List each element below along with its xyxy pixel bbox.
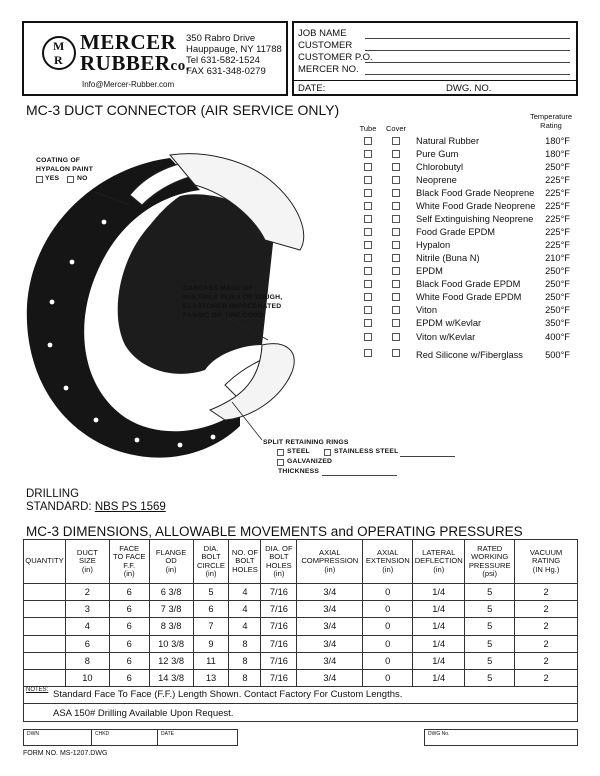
- dwn-label: DWN: [27, 731, 39, 737]
- rings-thickness-field[interactable]: [322, 475, 397, 476]
- table-cell: 5: [465, 652, 515, 669]
- column-header-line: (in): [433, 564, 445, 574]
- rings-stainless-checkbox[interactable]: [324, 449, 331, 456]
- material-temp: 250°F: [545, 162, 570, 172]
- table-cell: 5: [465, 618, 515, 635]
- material-name: Viton w/Kevlar: [416, 332, 476, 342]
- cover-column-header: Cover: [385, 124, 406, 133]
- material-name: Black Food Grade Neoprene: [416, 188, 535, 198]
- material-temp: 250°F: [545, 266, 570, 276]
- column-header-line: COMPRESSION: [301, 556, 359, 566]
- material-name: Nitrile (Buna N): [416, 253, 480, 263]
- table-cell: 2: [515, 652, 578, 669]
- drilling-standard-label: STANDARD:: [26, 501, 92, 513]
- column-header-line: (psi): [482, 568, 498, 578]
- table-cell: 7/16: [261, 618, 297, 635]
- table-cell: 6: [109, 584, 149, 601]
- material-name: EPDM: [416, 266, 443, 276]
- notes-divider: [24, 703, 577, 704]
- column-header-line: NO. OF: [231, 547, 259, 557]
- front-ring-right: [210, 344, 294, 420]
- table-cell: 5: [193, 584, 229, 601]
- logo-letter-m: M: [53, 39, 65, 53]
- rings-callout-title: SPLIT RETAINING RINGS: [263, 439, 349, 446]
- column-header-line: WORKING: [471, 552, 509, 562]
- carcass-callout-line4: FABRIC OR TIRE CORD: [183, 312, 264, 319]
- company-name-suffix: co.: [170, 58, 190, 74]
- table-cell: 7/16: [261, 652, 297, 669]
- material-name: Pure Gum: [416, 149, 459, 159]
- dimensions-title: MC-3 DIMENSIONS, ALLOWABLE MOVEMENTS and OPERATING PRESSURES: [26, 524, 523, 539]
- table-cell: 13: [193, 669, 229, 686]
- table-cell: 7/16: [261, 584, 297, 601]
- carcass-callout-line1: CARCASS MADE OF: [183, 285, 253, 292]
- column-header: [65, 540, 109, 584]
- table-cell: 6: [65, 635, 109, 652]
- job-name-label: JOB NAME: [298, 28, 347, 39]
- column-header-line: OD: [165, 556, 177, 566]
- table-cell: 2: [65, 584, 109, 601]
- table-cell: 4: [65, 618, 109, 635]
- table-row: [24, 652, 578, 669]
- table-cell: 8 3/8: [149, 618, 193, 635]
- material-name: Viton: [416, 305, 438, 315]
- column-header: [465, 540, 515, 584]
- column-header-line: (in): [273, 568, 285, 578]
- material-temp: 225°F: [545, 188, 570, 198]
- company-name-rubber: RUBBER: [80, 51, 171, 75]
- material-temp: 225°F: [545, 175, 570, 185]
- column-header: [515, 540, 578, 584]
- table-cell: 14 3/8: [149, 669, 193, 686]
- footer-dwg-box: [424, 729, 578, 746]
- table-cell: 6: [109, 669, 149, 686]
- column-header-line: BOLT: [269, 552, 289, 562]
- column-header: [193, 540, 229, 584]
- column-header-line: (in): [205, 568, 217, 578]
- table-cell: 4: [229, 618, 261, 635]
- column-header-line: (IN Hg.): [532, 564, 560, 574]
- material-temp: 225°F: [545, 214, 570, 224]
- column-header-line: (in): [165, 564, 177, 574]
- approval-box: [23, 729, 238, 746]
- dimensions-table: [23, 539, 578, 687]
- rings-steel-label: STEEL: [287, 448, 310, 455]
- column-header-line: HOLES: [232, 564, 258, 574]
- column-header-line: AXIAL: [319, 547, 341, 557]
- coating-callout-line1: COATING OF: [36, 157, 81, 164]
- table-cell: 1/4: [413, 584, 465, 601]
- column-header-line: SIZE: [78, 556, 96, 566]
- table-cell: 2: [515, 669, 578, 686]
- tube-column-header: Tube: [359, 124, 377, 133]
- table-cell: 5: [465, 584, 515, 601]
- material-temp: 500°F: [545, 350, 570, 360]
- quantity-cell[interactable]: [24, 635, 66, 652]
- table-row: [24, 618, 578, 635]
- material-name: Self Extinguishing Neoprene: [416, 214, 534, 224]
- table-cell: 9: [193, 635, 229, 652]
- customer-label: CUSTOMER: [298, 40, 353, 51]
- table-cell: 8: [65, 652, 109, 669]
- table-cell: 1/4: [413, 601, 465, 618]
- table-cell: 5: [465, 669, 515, 686]
- table-cell: 5: [465, 635, 515, 652]
- table-cell: 3/4: [297, 652, 363, 669]
- table-cell: 1/4: [413, 618, 465, 635]
- rings-galvanized-checkbox[interactable]: [277, 459, 284, 466]
- column-header: [363, 540, 413, 584]
- company-email: Info@Mercer-Rubber.com: [82, 80, 175, 89]
- table-cell: 6: [109, 618, 149, 635]
- carcass-callout-line2: MULTIPLE PLIES OF TOUGH,: [183, 294, 283, 301]
- approval-divider-1: [91, 730, 92, 745]
- rings-galvanized-label: GALVANIZED: [287, 458, 333, 465]
- material-temp: 250°F: [545, 292, 570, 302]
- column-header-line: QUANTITY: [25, 556, 64, 566]
- table-cell: 3/4: [297, 618, 363, 635]
- quantity-cell[interactable]: [24, 669, 66, 686]
- column-header-line: BOLT: [201, 552, 221, 562]
- table-cell: 7/16: [261, 669, 297, 686]
- approval-divider-2: [157, 730, 158, 745]
- column-header-line: BOLT: [235, 556, 255, 566]
- form-number: FORM NO. MS-1207.DWG: [23, 750, 108, 757]
- material-temp: 250°F: [545, 305, 570, 315]
- column-header-line: FACE: [119, 543, 140, 553]
- table-cell: 0: [363, 652, 413, 669]
- company-address-2: Hauppauge, NY 11788: [186, 44, 282, 55]
- table-cell: 0: [363, 669, 413, 686]
- material-name: Chlorobutyl: [416, 162, 464, 172]
- customer-po-label: CUSTOMER P.O.: [298, 52, 373, 63]
- material-temp: 210°F: [545, 253, 570, 263]
- table-cell: 7 3/8: [149, 601, 193, 618]
- column-header-line: (in): [324, 564, 336, 574]
- table-cell: 3: [65, 601, 109, 618]
- table-cell: 7/16: [261, 601, 297, 618]
- material-temp: 180°F: [545, 136, 570, 146]
- table-cell: 2: [515, 601, 578, 618]
- material-temp: 225°F: [545, 201, 570, 211]
- column-header-line: EXTENSION: [365, 556, 410, 566]
- column-header-line: FLANGE: [155, 547, 187, 557]
- carcass-callout-line3: ELASTOMER IMPREGNATED: [183, 303, 282, 310]
- rings-thickness-label: THICKNESS: [278, 468, 320, 475]
- table-cell: 7: [193, 618, 229, 635]
- notes-line1: Standard Face To Face (F.F.) Length Shown. Contact Factory For Custom Lengths.: [53, 689, 403, 700]
- material-name: Black Food Grade EPDM: [416, 279, 521, 289]
- table-cell: 12 3/8: [149, 652, 193, 669]
- column-header: [149, 540, 193, 584]
- material-name: Red Silicone w/Fiberglass: [416, 350, 523, 360]
- column-header-line: DEFLECTION: [414, 556, 463, 566]
- table-cell: 10 3/8: [149, 635, 193, 652]
- material-name: Food Grade EPDM: [416, 227, 496, 237]
- table-cell: 3/4: [297, 601, 363, 618]
- table-cell: 1/4: [413, 669, 465, 686]
- rings-stainless-label: STAINLESS STEEL: [334, 448, 399, 455]
- drilling-standard: [26, 501, 166, 513]
- column-header-line: DIA.: [203, 543, 219, 553]
- dwg-no-label: DWG. NO.: [446, 83, 492, 94]
- table-cell: 4: [229, 584, 261, 601]
- material-temp: 225°F: [545, 240, 570, 250]
- column-header-line: LATERAL: [422, 547, 456, 557]
- company-name-line1: MERCER: [80, 30, 177, 54]
- drilling-label: DRILLING: [26, 488, 80, 500]
- mercer-no-label: MERCER NO.: [298, 64, 359, 75]
- column-header-line: PRESSURE: [468, 560, 511, 570]
- temperature-header-line1: Temperature: [529, 112, 573, 121]
- coating-yes-checkbox[interactable]: [36, 176, 43, 183]
- column-header-line: F.F.: [123, 560, 136, 570]
- material-name: Hypalon: [416, 240, 451, 250]
- table-header-row: [24, 540, 578, 584]
- material-temp: 180°F: [545, 149, 570, 159]
- table-cell: 8: [229, 635, 261, 652]
- table-cell: 2: [515, 635, 578, 652]
- company-phone: Tel 631-582-1524: [186, 55, 260, 66]
- company-fax: FAX 631-348-0279: [186, 66, 266, 77]
- table-cell: 1/4: [413, 652, 465, 669]
- coating-yes-label: YES: [45, 175, 60, 182]
- table-cell: 7/16: [261, 635, 297, 652]
- table-cell: 4: [229, 601, 261, 618]
- coating-callout-line2: HYPALON PAINT: [36, 166, 94, 173]
- column-header-line: (in): [382, 564, 394, 574]
- column-header-line: AXIAL: [377, 547, 399, 557]
- quantity-cell[interactable]: [24, 601, 66, 618]
- table-cell: 8: [229, 652, 261, 669]
- table-cell: 0: [363, 635, 413, 652]
- notes-label: NOTES:: [26, 687, 49, 693]
- column-header: [261, 540, 297, 584]
- material-name: White Food Grade EPDM: [416, 292, 522, 302]
- material-name: Natural Rubber: [416, 136, 480, 146]
- column-header-line: TO FACE: [113, 552, 146, 562]
- table-body: [24, 584, 578, 687]
- product-title: MC-3 DUCT CONNECTOR (AIR SERVICE ONLY): [26, 102, 340, 118]
- rings-steel-checkbox[interactable]: [277, 449, 284, 456]
- quantity-cell[interactable]: [24, 652, 66, 669]
- company-address-1: 350 Rabro Drive: [186, 33, 256, 44]
- date-label: DATE:: [298, 83, 326, 94]
- table-row: [24, 669, 578, 686]
- column-header: [413, 540, 465, 584]
- table-cell: 6: [109, 635, 149, 652]
- table-row: [24, 584, 578, 601]
- table-cell: 0: [363, 584, 413, 601]
- material-temp: 400°F: [545, 332, 570, 342]
- drilling-standard-value: NBS PS 1569: [94, 501, 166, 513]
- column-header: [109, 540, 149, 584]
- notes-box: [23, 686, 578, 722]
- material-temp: 225°F: [545, 227, 570, 237]
- chkd-label: CHKD: [95, 731, 110, 737]
- column-header-line: CIRCLE: [197, 560, 225, 570]
- table-cell: 0: [363, 601, 413, 618]
- table-cell: 2: [515, 584, 578, 601]
- table-cell: 3/4: [297, 635, 363, 652]
- column-header-line: RATED: [477, 543, 503, 553]
- coating-no-checkbox[interactable]: [67, 176, 74, 183]
- logo-letter-r: R: [54, 53, 63, 67]
- material-name: EPDM w/Kevlar: [416, 318, 482, 328]
- table-cell: 10: [65, 669, 109, 686]
- table-cell: 5: [465, 601, 515, 618]
- column-header: [297, 540, 363, 584]
- coating-no-label: NO: [77, 175, 88, 182]
- table-cell: 3/4: [297, 584, 363, 601]
- table-cell: 0: [363, 618, 413, 635]
- column-header-line: VACUUM: [529, 547, 563, 557]
- material-name: White Food Grade Neoprene: [416, 201, 536, 211]
- quantity-cell[interactable]: [24, 618, 66, 635]
- table-cell: 2: [515, 618, 578, 635]
- table-cell: 6: [193, 601, 229, 618]
- footer-dwg-no-label: DWG No.: [428, 731, 450, 737]
- rings-stainless-field[interactable]: [400, 456, 455, 457]
- column-header: [229, 540, 261, 584]
- table-cell: 6 3/8: [149, 584, 193, 601]
- temperature-header-line2: Rating: [540, 121, 562, 130]
- table-row: [24, 635, 578, 652]
- column-header-line: DUCT: [76, 547, 98, 557]
- column-header-line: DIA. OF: [265, 543, 293, 553]
- table-cell: 6: [109, 601, 149, 618]
- column-header: [24, 540, 66, 584]
- table-cell: 11: [193, 652, 229, 669]
- quantity-cell[interactable]: [24, 584, 66, 601]
- material-temp: 350°F: [545, 318, 570, 328]
- notes-line2: ASA 150# Drilling Available Upon Request.: [53, 708, 234, 719]
- table-cell: 8: [229, 669, 261, 686]
- table-cell: 3/4: [297, 669, 363, 686]
- column-header-line: RATING: [532, 556, 561, 566]
- column-header-line: HOLES: [266, 560, 292, 570]
- table-cell: 6: [109, 652, 149, 669]
- approval-date-label: DATE: [161, 731, 174, 737]
- table-row: [24, 601, 578, 618]
- column-header-line: (in): [123, 568, 135, 578]
- material-temp: 250°F: [545, 279, 570, 289]
- material-name: Neoprene: [416, 175, 457, 185]
- table-cell: 1/4: [413, 635, 465, 652]
- column-header-line: (in): [81, 564, 93, 574]
